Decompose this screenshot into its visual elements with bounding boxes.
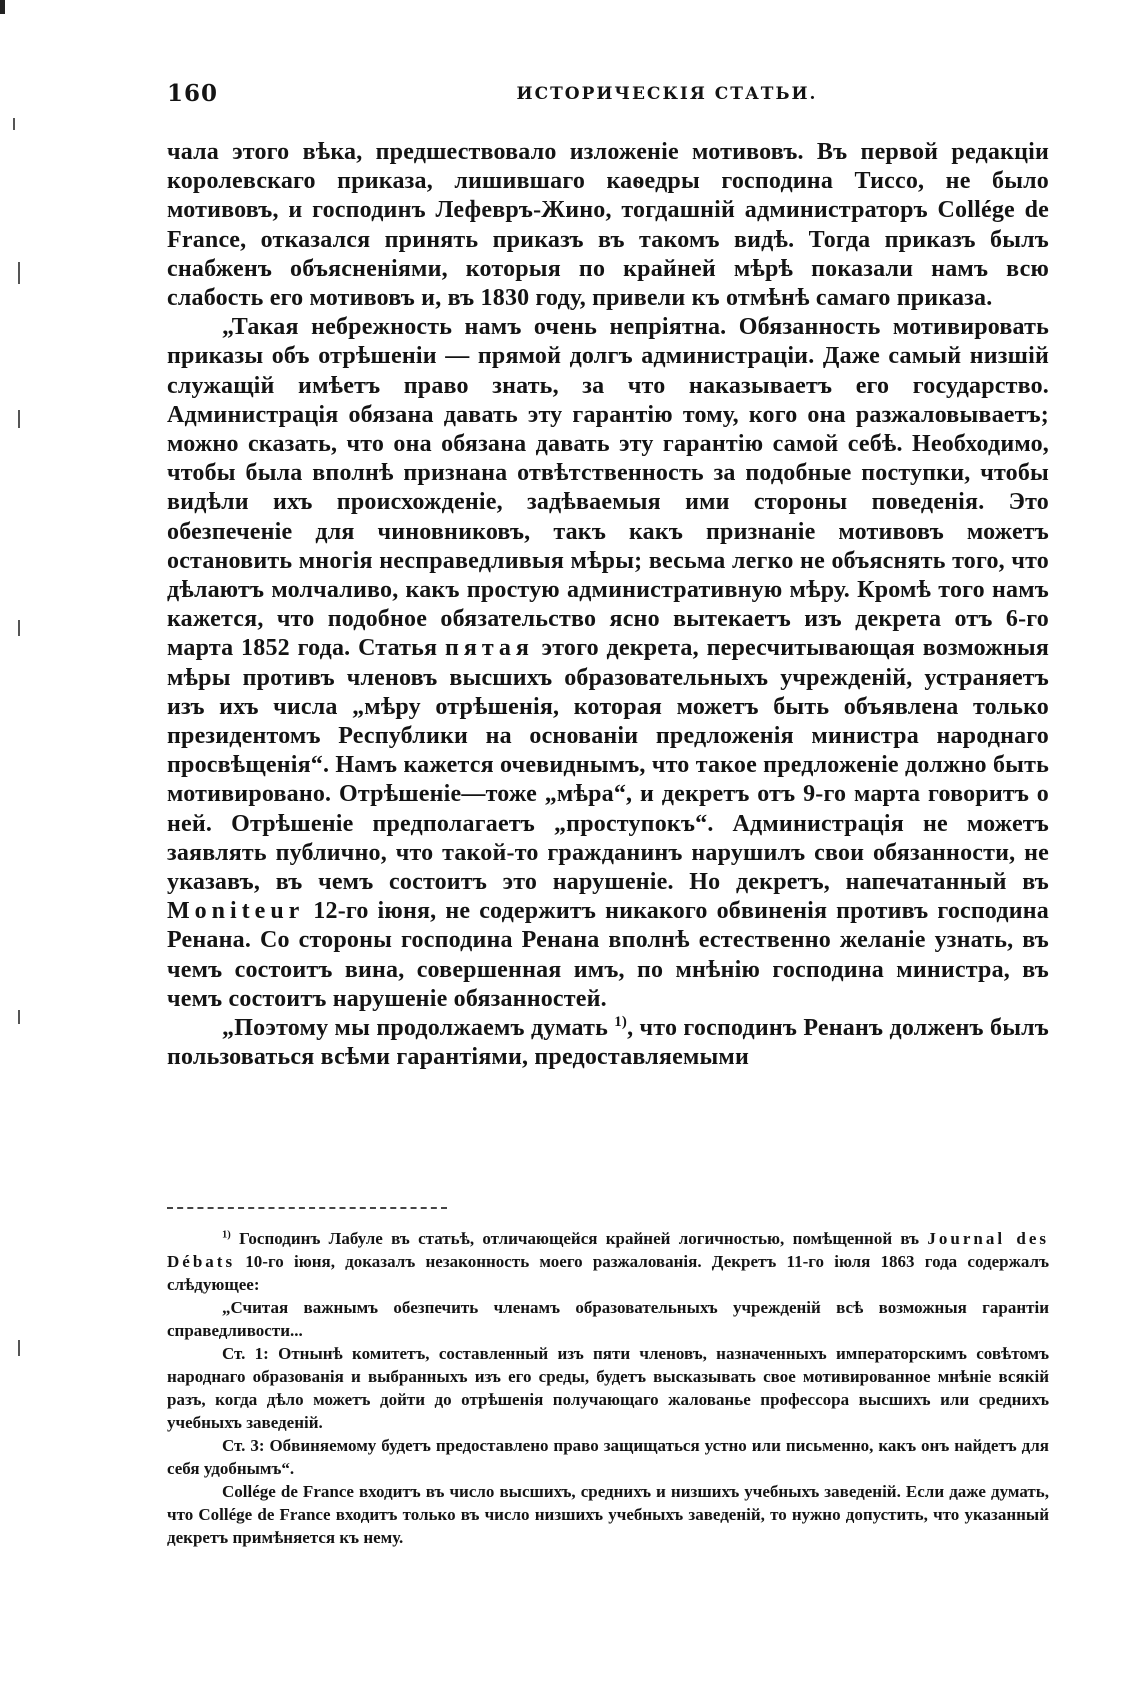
footnotes <box>167 1227 1049 1549</box>
footnote: $^{1)}$ Господинъ Лабуле въ статьѣ, отличающейся крайней логичностью, помѣщенной въ Journal des Débats 10-го іюня, доказалъ незаконность моего разжалованія. Декретъ 11-го іюля 1863 года содержалъ слѣдующее: <box>167 1229 1050 1294</box>
spaced-word: Journal des Débats <box>167 1229 1050 1271</box>
footnote-divider <box>167 1207 447 1210</box>
footnote-article: Ст. 1: Отнынѣ комитетъ, составленный изъ пяти членовъ, назначенныхъ императорскимъ совѣтомъ народнаго образованія и выбранныхъ изъ его среды, будетъ высказывать свое мотивированное мнѣніе всякій разъ, когда дѣло можетъ дойти до отрѣшенія получающаго жалованье профессора высшихъ или среднихъ учебныхъ заведеній. <box>167 1344 1049 1432</box>
scan-edge-mark <box>0 0 5 14</box>
scan-margin-tick <box>18 1340 20 1356</box>
scan-margin-tick <box>18 410 20 428</box>
scan-margin-tick <box>18 1010 20 1024</box>
paragraph: „Такая небрежность намъ очень непріятна. Обязанность мотивировать приказы объ отрѣшеніи — прямой долгъ администраціи. Даже самый низшій служащій имѣетъ право знать, за что наказываетъ его государство. Администрація обязана давать эту гарантію тому, кого она разжаловываетъ; можно сказать, что она обязана давать эту гарантію самой себѣ. Необходимо, чтобы была вполнѣ признана отвѣтственность за подобные поступки, чтобы видѣли ихъ происхожденіе, задѣваемыя ими стороны поведенія. Это обезпеченіе для чиновниковъ, такъ какъ признаніе мотивовъ можетъ остановить многія несправедливыя мѣры; весьма легко не объяснять того, что дѣлаютъ молчаливо, какъ простую административную мѣру. Кромѣ того намъ кажется, что подобное обязательство ясно вытекаетъ изъ декрета отъ 6-го марта 1852 года. Статья пятая этого декрета, пересчитывающая возможныя мѣры противъ членовъ высшихъ образовательныхъ учрежденій, устраняетъ изъ ихъ числа „мѣру отрѣшенія, которая можетъ быть объявлена только президентомъ Республики на основаніи предложенія министра народнаго просвѣщенія“. Намъ кажется очевиднымъ, что такое предложеніе должно быть мотивировано. Отрѣшеніе—тоже „мѣра“, и декретъ отъ 9-го марта говоритъ о ней. Отрѣшеніе предполагаетъ „проступокъ“. Администрація не можетъ заявлять публично, что такой-то гражданинъ нарушилъ свои обязанности, не указавъ, въ чемъ состоитъ это нарушеніе. Но декретъ, напечатанный въ Moniteur 12-го іюня, не содержитъ никакого обвиненія противъ господина Ренана. Со стороны господина Ренана вполнѣ естественно желаніе узнать, въ чемъ состоитъ вина, совершенная имъ, по мнѣнію господина министра, въ чемъ состоитъ нарушеніе обязанностей. <box>167 314 1050 1012</box>
paragraph: „Поэтому мы продолжаемъ думать $^{1)}$, что господинъ Ренанъ долженъ былъ пользоваться всѣми гарантіями, предоставляемыми <box>167 1014 1049 1071</box>
paragraph: чала этого вѣка, предшествовало изложеніе мотивовъ. Въ первой редакціи королевскаго приказа, лишившаго каѳедры господина Тиссо, не было мотивовъ, и господинъ Лефевръ-Жино, тогдашній администраторъ Collége de France, отказался принять приказъ въ такомъ видѣ. Тогда приказъ былъ снабженъ объясненіями, которыя по крайней мѣрѣ показали намъ всю слабость его мотивовъ и, въ 1830 году, привели къ отмѣнѣ самаго приказа. <box>167 139 1049 312</box>
scan-margin-tick <box>13 118 15 130</box>
footnote-quote: „Считая важнымъ обезпечить членамъ образовательныхъ учрежденій всѣ возможныя гарантіи справедливости... <box>167 1298 1049 1340</box>
main-text <box>167 138 1049 1073</box>
page-number: 160 <box>167 80 219 107</box>
footnote-paragraph: Collége de France входитъ въ число высшихъ, среднихъ и низшихъ учебныхъ заведеній. Если даже думать, что Collége de France входитъ только въ число низшихъ учебныхъ заведеній, то нужно допустить, что указанный декретъ примѣняется къ нему. <box>167 1482 1049 1547</box>
running-title: ИСТОРИЧЕСКІЯ СТАТЬИ. <box>516 84 818 104</box>
footnote-article: Ст. 3: Обвиняемому будетъ предоставлено право защищаться устно или письменно, какъ онъ найдетъ для себя удобнымъ“. <box>167 1436 1049 1478</box>
scan-margin-tick <box>18 620 20 636</box>
spaced-word: Moniteur <box>167 898 305 925</box>
spaced-word: пятая <box>445 635 534 662</box>
page-header <box>167 80 1047 120</box>
footnote-marker: 1) <box>222 1229 231 1241</box>
footnote-reference: 1) <box>614 1014 628 1031</box>
scan-margin-tick <box>18 262 20 284</box>
